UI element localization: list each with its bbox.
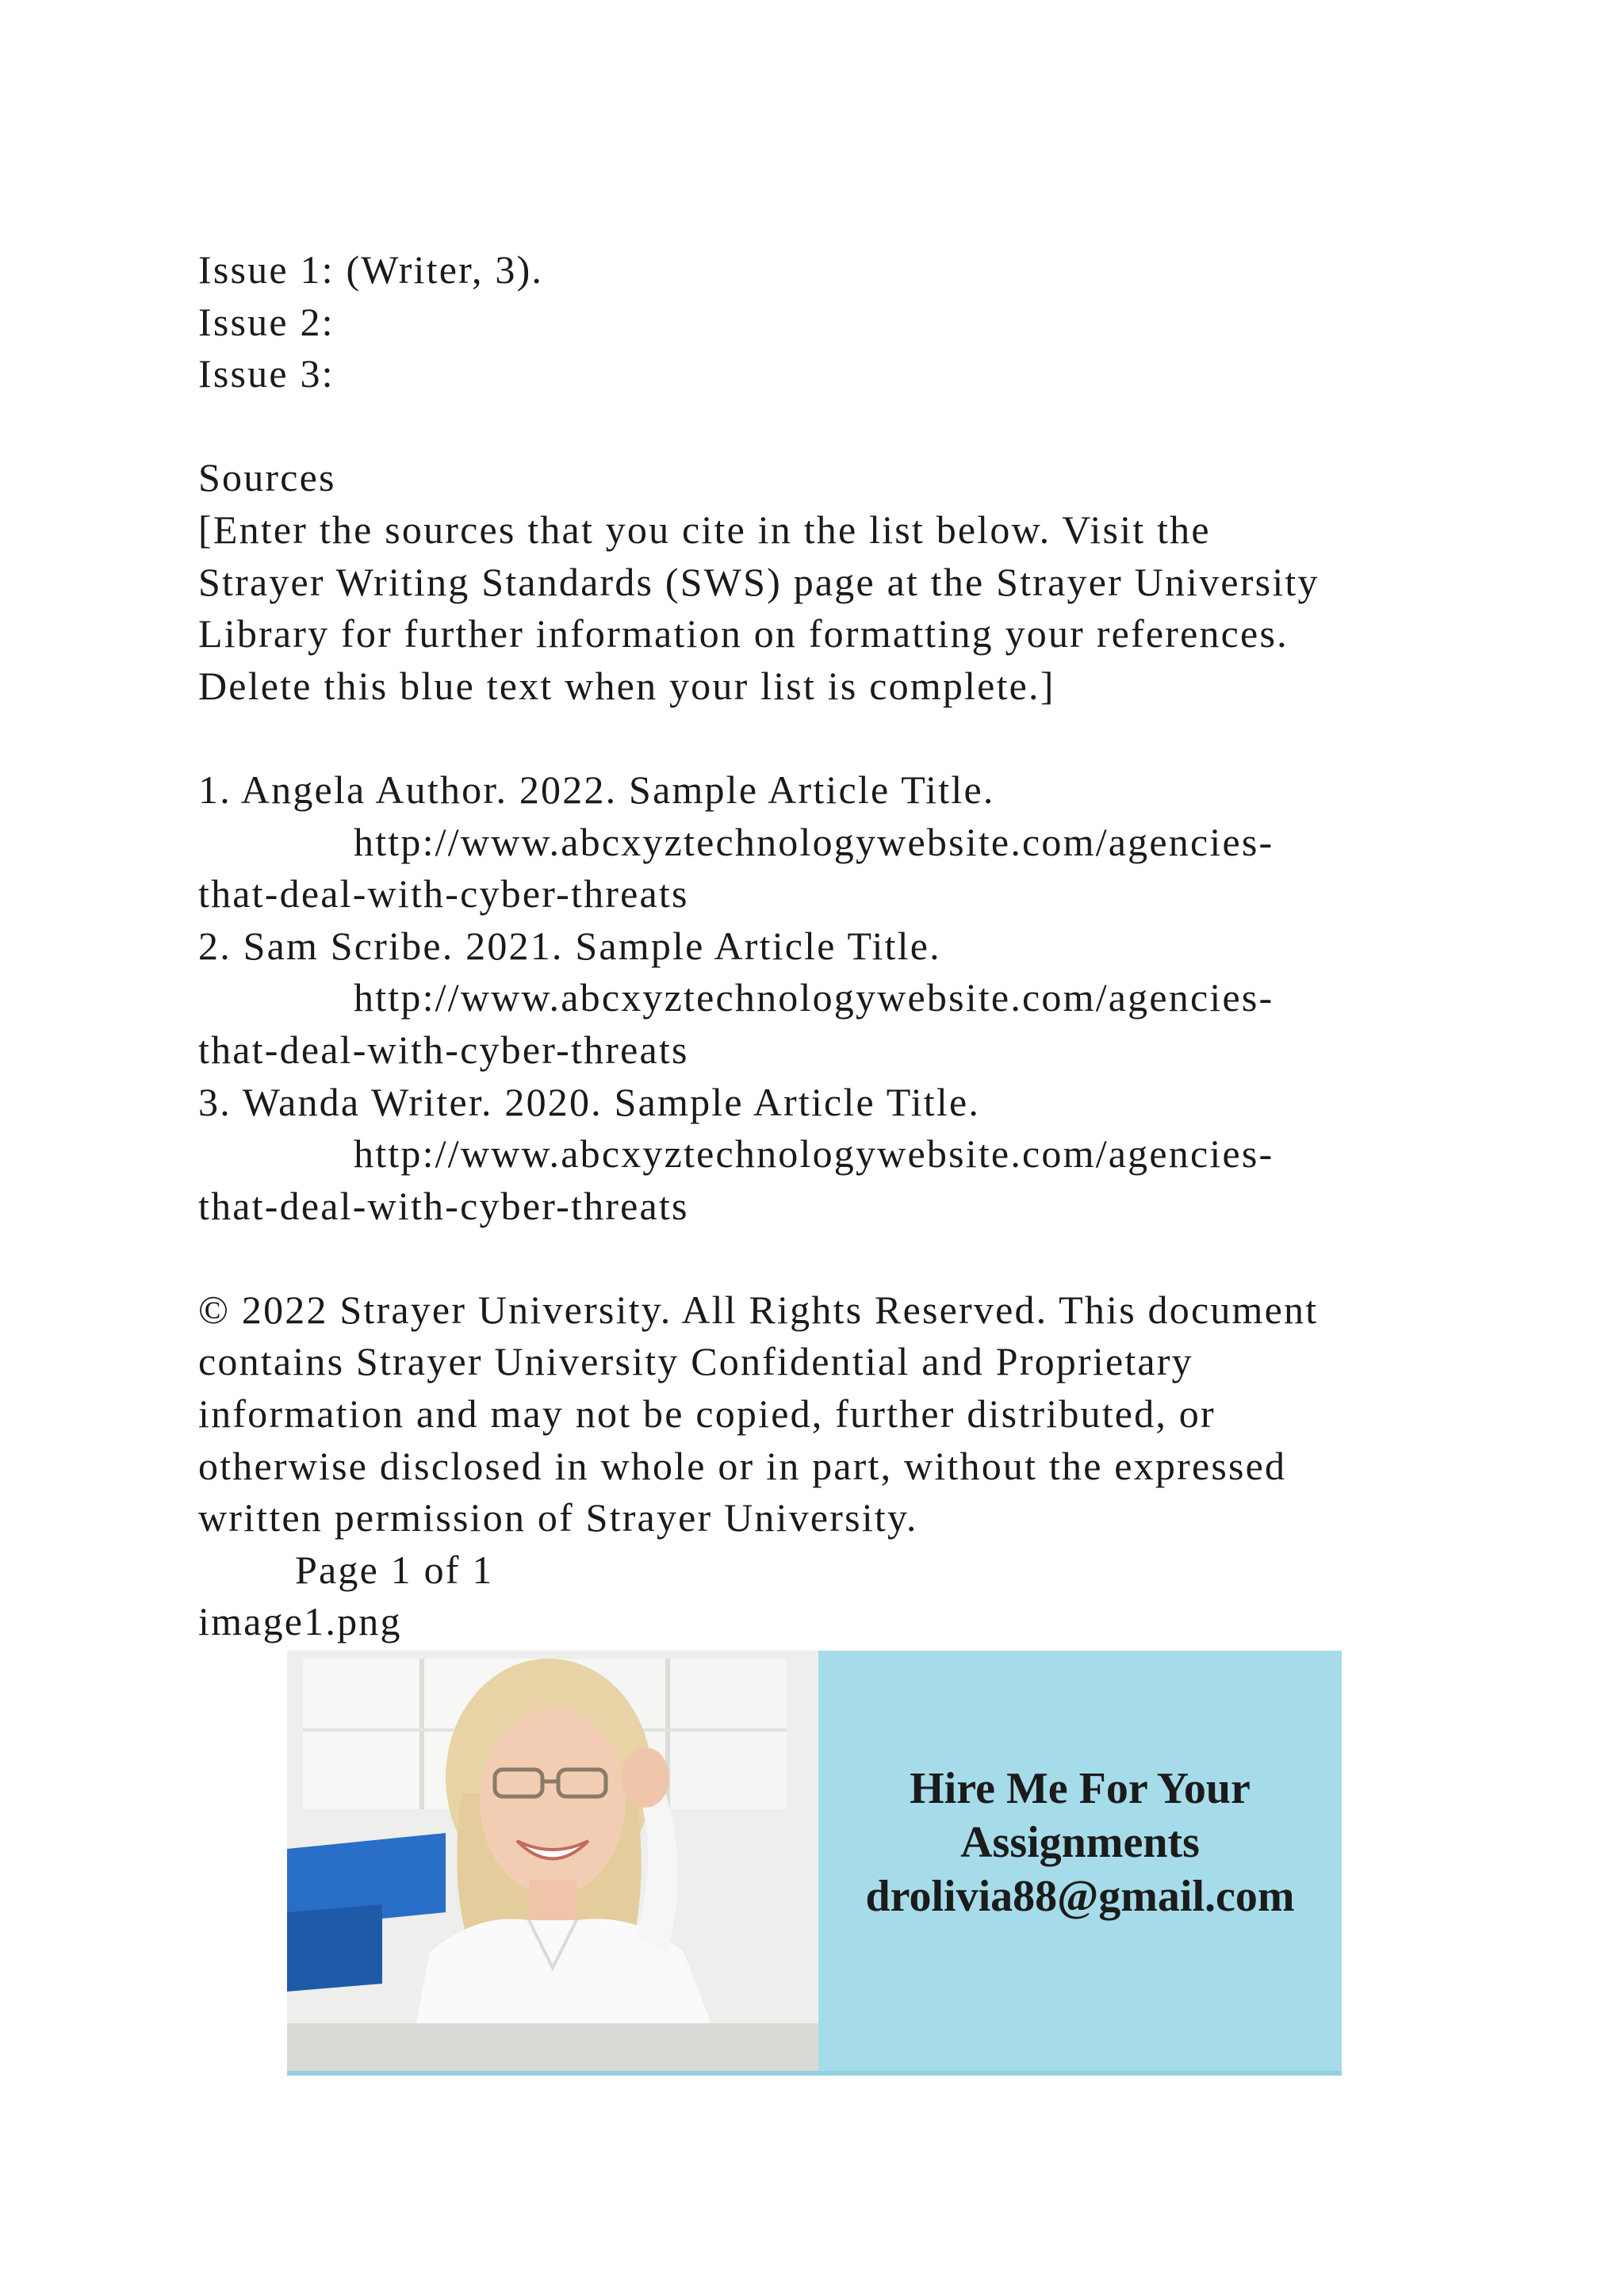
issue-2-line: Issue 2:	[198, 299, 335, 344]
reference-2-url-continued: that-deal-with-cyber-threats	[198, 1027, 689, 1072]
blank-line	[198, 400, 1515, 453]
copyright-line: information and may not be copied, further distributed, or	[198, 1391, 1216, 1437]
advert-photo	[287, 1651, 818, 2076]
document-body	[198, 244, 1515, 1648]
advert-email: drolivia88@gmail.com	[865, 1872, 1295, 1921]
blank-line	[198, 1232, 1515, 1284]
advert-text-panel	[818, 1651, 1342, 2076]
woman-with-glasses-photo	[287, 1651, 818, 2076]
reference-2-url: http://www.abcxyztechnologywebsite.com/agencies-	[354, 975, 1274, 1020]
copyright-line: © 2022 Strayer University. All Rights Reserved. This document	[198, 1287, 1319, 1332]
sources-instruction-line: Strayer Writing Standards (SWS) page at the Strayer University	[198, 559, 1320, 604]
advert-text	[818, 1762, 1342, 1923]
reference-3-citation: 3. Wanda Writer. 2020. Sample Article Title.	[198, 1079, 981, 1124]
reference-2-citation: 2. Sam Scribe. 2021. Sample Article Title.	[198, 923, 941, 968]
reference-1-url: http://www.abcxyztechnologywebsite.com/agencies-	[354, 819, 1274, 864]
sources-instruction-line: Delete this blue text when your list is complete.]	[198, 663, 1055, 708]
sources-instruction-line: [Enter the sources that you cite in the list below. Visit the	[198, 507, 1211, 552]
copyright-line: written permission of Strayer University.	[198, 1495, 918, 1540]
blank-line	[198, 712, 1515, 764]
image-filename: image1.png	[198, 1599, 402, 1644]
reference-3-url-continued: that-deal-with-cyber-threats	[198, 1183, 689, 1228]
advert-banner	[287, 1651, 1342, 2076]
reference-1-citation: 1. Angela Author. 2022. Sample Article Title.	[198, 767, 995, 812]
sources-heading: Sources	[198, 455, 336, 500]
copyright-line: contains Strayer University Confidential and Proprietary	[198, 1339, 1193, 1384]
advert-subheadline: Assignments	[960, 1818, 1200, 1867]
copyright-line: otherwise disclosed in whole or in part, without the expressed	[198, 1443, 1287, 1488]
reference-3-url: http://www.abcxyztechnologywebsite.com/agencies-	[354, 1131, 1274, 1177]
sources-instruction-line: Library for further information on formatting your references.	[198, 611, 1289, 656]
page-number: Page 1 of 1	[295, 1547, 494, 1592]
advert-bottom-border	[287, 2071, 1342, 2076]
reference-1-url-continued: that-deal-with-cyber-threats	[198, 871, 689, 916]
issue-3-line: Issue 3:	[198, 351, 335, 396]
advert-headline: Hire Me For Your	[910, 1764, 1251, 1813]
issue-1-line: Issue 1: (Writer, 3).	[198, 247, 544, 292]
